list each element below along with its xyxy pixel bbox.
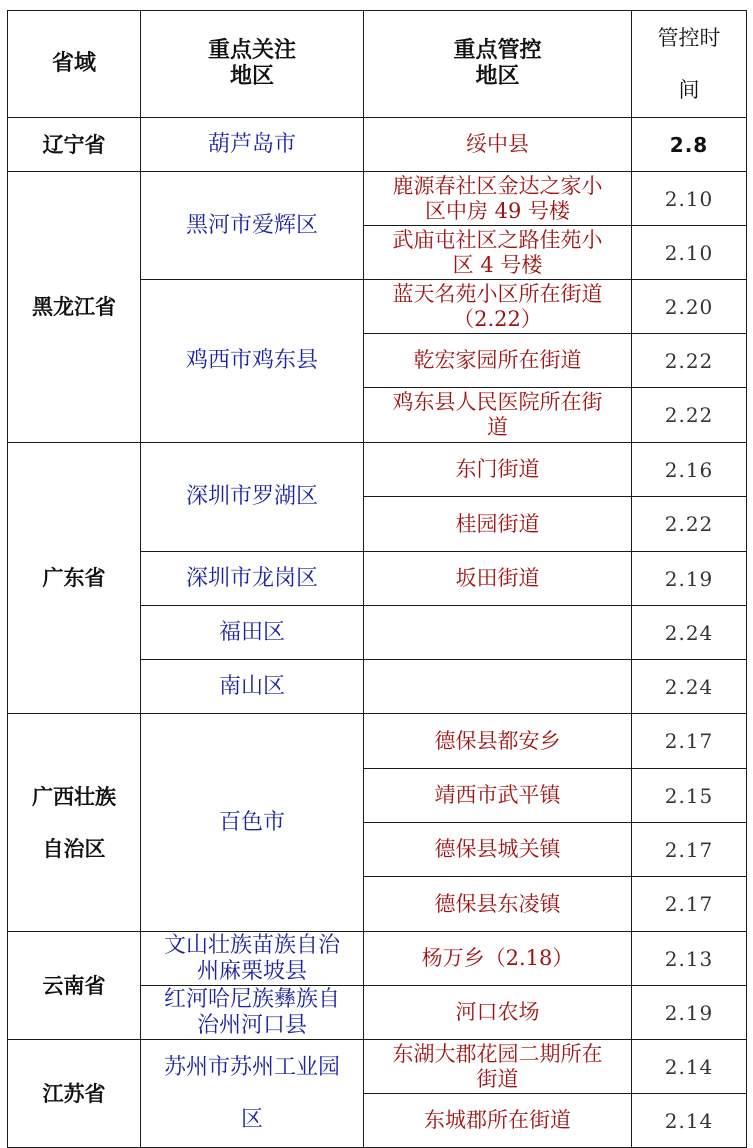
control-date: 2.17 — [632, 823, 747, 877]
control-area-text: 德保县城关镇 — [434, 837, 561, 861]
focus-area-nanshan — [141, 660, 364, 714]
header-province — [8, 11, 141, 118]
control-area-text: 桂园街道 — [455, 511, 540, 536]
control-date: 2.15 — [632, 769, 747, 823]
header-focus-area — [141, 11, 364, 118]
header-time-line2: 间 — [678, 78, 700, 102]
control-area-line1: 蓝天名苑小区所在街道 — [392, 281, 603, 306]
control-area-cell — [364, 334, 632, 388]
control-area-line1: 鹿源春社区金达之家小 — [392, 173, 603, 198]
header-focus-line2: 地区 — [229, 64, 274, 89]
control-area-cell — [364, 986, 632, 1040]
control-area-cell — [364, 769, 632, 823]
table-row — [8, 443, 747, 497]
control-area-text: 东门街道 — [455, 457, 540, 481]
control-area-cell — [364, 172, 632, 226]
header-focus-line1: 重点关注 — [207, 38, 296, 63]
control-date: 2.22 — [632, 388, 747, 443]
table-row — [8, 172, 747, 226]
control-date: 2.13 — [632, 932, 747, 986]
control-area-cell — [364, 932, 632, 986]
control-area-line2: 街道 — [476, 1066, 519, 1091]
focus-area-longgang — [141, 552, 364, 606]
control-area-line1: 东湖大郡花园二期所在 — [392, 1041, 603, 1066]
province-line1: 广西壮族 — [32, 783, 116, 809]
control-date: 2.8 — [632, 118, 747, 172]
control-area-text: 德保县东凌镇 — [434, 891, 561, 916]
focus-area-text: 深圳市龙岗区 — [185, 565, 318, 591]
header-control-time — [632, 11, 747, 118]
focus-area-futian — [141, 606, 364, 660]
focus-area-line1: 苏州市苏州工业园 — [163, 1054, 340, 1080]
table-row — [8, 932, 747, 986]
control-date: 2.24 — [632, 606, 747, 660]
control-area-text: 河口农场 — [455, 1000, 540, 1024]
header-control-line2: 地区 — [475, 64, 520, 89]
control-area-cell — [364, 443, 632, 497]
control-date: 2.14 — [632, 1094, 747, 1148]
focus-area-text: 鸡西市鸡东县 — [185, 348, 318, 373]
focus-area-jixi — [141, 280, 364, 443]
focus-area-line2: 治州河口县 — [196, 1012, 307, 1038]
focus-area-luohu — [141, 443, 364, 552]
control-date: 2.19 — [632, 552, 747, 606]
control-area-line2: （2.22） — [453, 306, 542, 331]
header-row — [8, 11, 747, 118]
control-area-cell — [364, 552, 632, 606]
control-date: 2.17 — [632, 714, 747, 769]
control-area-cell — [364, 280, 632, 334]
control-area-cell — [364, 1040, 632, 1094]
focus-area-line1: 红河哈尼族彝族自 — [163, 986, 340, 1012]
province-text: 江苏省 — [42, 1080, 106, 1106]
province-text: 辽宁省 — [42, 131, 106, 157]
focus-area-honghe — [141, 986, 364, 1040]
control-area-text: 绥中县 — [466, 132, 529, 156]
focus-area-huludao — [141, 118, 364, 172]
province-jiangsu — [8, 1040, 141, 1148]
focus-area-heihe — [141, 172, 364, 280]
province-liaoning — [8, 118, 141, 172]
control-area-line2: 道 — [487, 415, 508, 439]
control-area-text: 德保县都安乡 — [434, 728, 561, 753]
control-area-line1: 鸡东县人民医院所在街 — [392, 390, 603, 414]
province-line2: 自治区 — [42, 835, 106, 861]
control-area-line2: 区中房 49 号楼 — [424, 198, 571, 223]
focus-area-text: 黑河市爱辉区 — [185, 212, 318, 238]
control-area-cell — [364, 1094, 632, 1148]
province-yunnan — [8, 932, 141, 1040]
control-area-text: 坂田街道 — [455, 566, 540, 590]
control-date: 2.20 — [632, 280, 747, 334]
control-area-table — [7, 10, 747, 1148]
table-row — [8, 1040, 747, 1094]
focus-area-text: 葫芦岛市 — [207, 131, 296, 157]
focus-area-baise — [141, 714, 364, 932]
province-guangxi — [8, 714, 141, 932]
focus-area-wenshan — [141, 932, 364, 986]
header-time-line1: 管控时 — [657, 26, 721, 50]
province-text: 云南省 — [42, 972, 106, 998]
focus-area-line2: 州麻栗坡县 — [196, 958, 307, 984]
table-row — [8, 118, 747, 172]
focus-area-line2: 区 — [240, 1106, 263, 1132]
province-guangdong — [8, 443, 141, 714]
control-date: 2.22 — [632, 334, 747, 388]
control-area-cell — [364, 823, 632, 877]
focus-area-text: 福田区 — [218, 619, 285, 645]
control-area-cell — [364, 660, 632, 714]
control-area-cell — [364, 606, 632, 660]
control-area-cell — [364, 877, 632, 932]
header-control-line1: 重点管控 — [453, 38, 542, 63]
control-area-text: 杨万乡（2.18） — [421, 946, 574, 970]
control-date: 2.14 — [632, 1040, 747, 1094]
focus-area-suzhou — [141, 1040, 364, 1148]
control-date: 2.22 — [632, 497, 747, 552]
control-date: 2.10 — [632, 226, 747, 280]
control-area-text: 东城郡所在街道 — [424, 1108, 571, 1132]
focus-area-text: 百色市 — [218, 809, 285, 835]
control-area-text: 乾宏家园所在街道 — [413, 348, 582, 372]
province-heilongjiang — [8, 172, 141, 443]
header-control-area — [364, 11, 632, 118]
header-province-text: 省域 — [51, 51, 96, 76]
control-date: 2.19 — [632, 986, 747, 1040]
table-row — [8, 714, 747, 769]
control-area-line1: 武庙屯社区之路佳苑小 — [392, 227, 603, 252]
control-area-cell — [364, 497, 632, 552]
control-date: 2.10 — [632, 172, 747, 226]
control-area-cell — [364, 714, 632, 769]
control-area-cell — [364, 226, 632, 280]
focus-area-text: 南山区 — [218, 673, 285, 699]
province-text: 广东省 — [42, 565, 106, 590]
control-area-line2: 区 4 号楼 — [452, 252, 543, 277]
control-area-text: 靖西市武平镇 — [434, 783, 561, 807]
control-date: 2.16 — [632, 443, 747, 497]
focus-area-line1: 文山壮族苗族自治 — [163, 932, 340, 958]
province-text: 黑龙江省 — [32, 294, 116, 319]
control-date: 2.24 — [632, 660, 747, 714]
focus-area-text: 深圳市罗湖区 — [185, 484, 318, 509]
control-area-cell — [364, 118, 632, 172]
control-area-cell — [364, 388, 632, 443]
control-date: 2.17 — [632, 877, 747, 932]
